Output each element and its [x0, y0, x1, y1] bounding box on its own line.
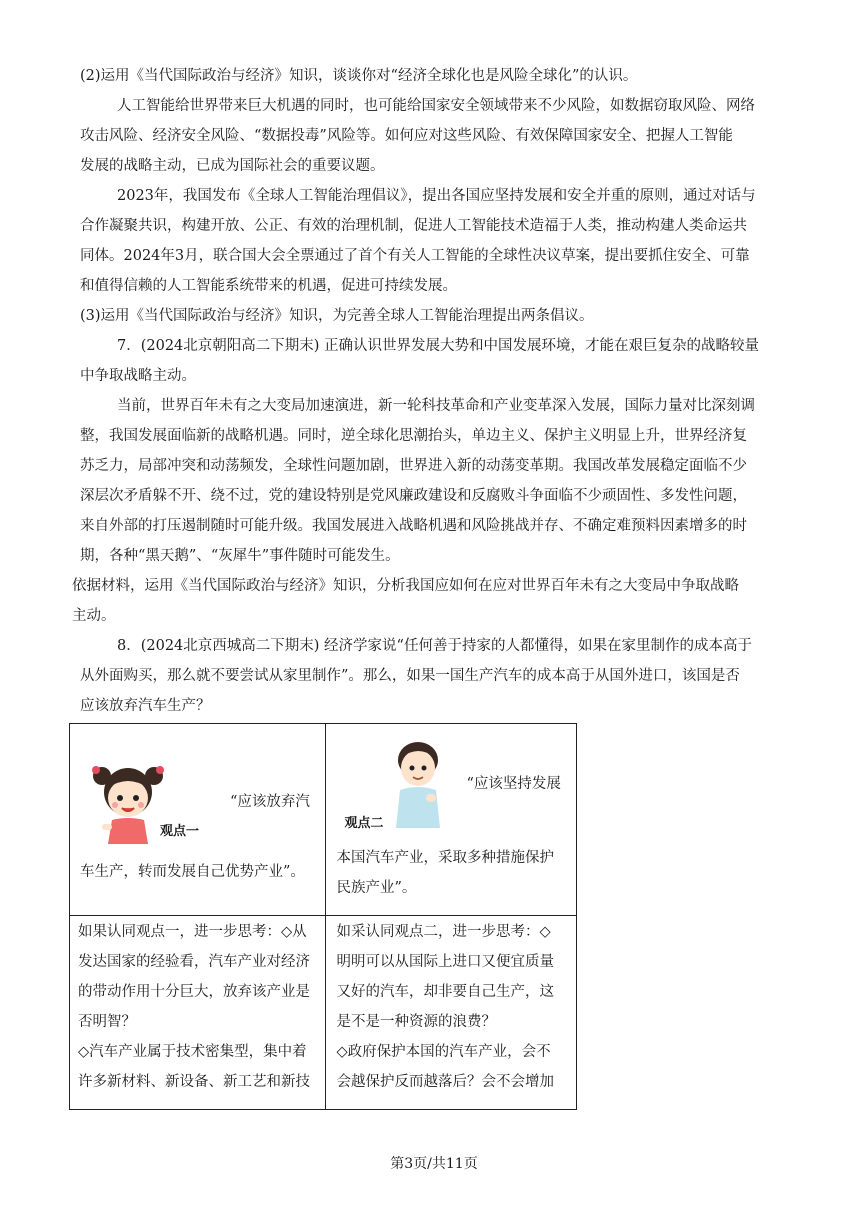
page-number-footer: 第3页/共11页: [390, 1156, 478, 1172]
question-3-prompt: (3)运用《当代国际政治与经济》知识，为完善全球人工智能治理提出两条倡议。: [80, 308, 594, 324]
think-two-line: 是不是一种资源的浪费？: [336, 1014, 496, 1030]
question-7-task: 依据材料，运用《当代国际政治与经济》知识，分析我国应如何在应对世界百年未有之大变局中争取战略: [72, 578, 739, 594]
view-one-cell: [70, 724, 326, 916]
paragraph-3-line: 整，我国发展面临新的战略机遇。同时，逆全球化思潮抬头，单边主义、保护主义明显上升，世界经济复: [80, 428, 747, 444]
paragraph-1-line: 人工智能给世界带来巨大机遇的同时，也可能给国家安全领域带来不少风险，如数据窃取风险、网络: [117, 98, 755, 114]
paragraph-3-line: 来自外部的打压遏制随时可能升级。我国发展进入战略机遇和风险挑战并存、不确定难预料因素增多的时: [80, 518, 747, 534]
think-two-cell: [326, 916, 577, 1110]
paragraph-3-line: 深层次矛盾躲不开、绕不过，党的建设特别是党风廉政建设和反腐败斗争面临不少顽固性、多发性问题，: [80, 488, 747, 504]
think-two-line: 会越保护反而越落后？会不会增加: [336, 1074, 554, 1090]
question-7-task: 主动。: [72, 608, 116, 624]
paragraph-3-line: 当前，世界百年未有之大变局加速演进，新一轮科技革命和产业变革深入发展，国际力量对比深刻调: [117, 398, 755, 414]
think-one-cell: [70, 916, 326, 1110]
paragraph-2-line: 合作凝聚共识，构建开放、公正、有效的治理机制，促进人工智能技术造福于人类，推动构建人类命运共: [80, 218, 747, 234]
paragraph-1-line: 发展的战略主动，已成为国际社会的重要议题。: [80, 158, 385, 174]
view-two-text: “应该坚持发展: [466, 776, 561, 792]
paragraph-3-line: 苏乏力，局部冲突和动荡频发，全球性问题加剧，世界进入新的动荡变革期。我国改革发展稳定面临不少: [80, 458, 747, 474]
think-one-line: 否明智？: [78, 1014, 136, 1030]
paragraph-2-line: 同体。2024年3月，联合国大会全票通过了首个有关人工智能的全球性决议草案，提出要抓住安全、可靠: [80, 248, 750, 264]
paragraph-3-line: 期，各种“黑天鹅”、“灰犀牛”事件随时可能发生。: [80, 548, 400, 564]
think-one-line: 许多新材料、新设备、新工艺和新技: [78, 1074, 310, 1090]
think-two-line: 又好的汽车，却非要自己生产，这: [336, 984, 554, 1000]
think-one-line: ◇汽车产业属于技术密集型，集中着: [78, 1044, 307, 1060]
question-2-prompt: (2)运用《当代国际政治与经济》知识，谈谈你对“经济全球化也是风险全球化”的认识。: [80, 68, 638, 84]
paragraph-2-line: 2023年，我国发布《全球人工智能治理倡议》，提出各国应坚持发展和安全并重的原则，通过对话与: [117, 188, 756, 204]
question-7-stem: 中争取战略主动。: [80, 368, 196, 384]
view-one-text: 车生产，转而发展自己优势产业”。: [80, 864, 305, 880]
think-one-line: 如果认同观点一，进一步思考：◇从: [78, 924, 307, 940]
view-one-text: “应该放弃汽: [230, 794, 310, 810]
paragraph-2-line: 和值得信赖的人工智能系统带来的机遇，促进可持续发展。: [80, 278, 457, 294]
question-7-stem: 7．(2024北京朝阳高二下期末) 正确认识世界发展大势和中国发展环境，才能在艰巨复杂的战略较量: [117, 338, 760, 354]
boy-illustration: [384, 734, 454, 830]
think-two-line: ◇政府保护本国的汽车产业，会不: [336, 1044, 551, 1060]
view-two-cell: [326, 724, 577, 916]
think-two-line: 如采认同观点二，进一步思考：◇: [336, 924, 551, 940]
think-one-line: 的带动作用十分巨大，放弃该产业是: [78, 984, 310, 1000]
paragraph-1-line: 攻击风险、经济安全风险、“数据投毒”风险等。如何应对这些风险、有效保障国家安全、把握人工智能: [80, 128, 733, 144]
think-one-line: 发达国家的经验看，汽车产业对经济: [78, 954, 310, 970]
question-8-stem: 8．(2024北京西城高二下期末) 经济学家说“任何善于持家的人都懂得，如果在家里制作的成本高于: [117, 638, 752, 654]
view-one-label: 观点一: [160, 824, 200, 839]
question-8-stem: 从外面购买，那么就不要尝试从家里制作”。那么，如果一国生产汽车的成本高于从国外进口，该国是否: [80, 668, 740, 684]
view-two-label: 观点二: [344, 816, 384, 831]
question-8-stem: 应该放弃汽车生产？: [80, 698, 211, 714]
view-two-text: 本国汽车产业，采取多种措施保护: [336, 850, 554, 866]
opinions-table: [69, 723, 577, 1110]
think-two-line: 明明可以从国际上进口又便宜质量: [336, 954, 554, 970]
view-two-text: 民族产业”。: [336, 880, 417, 896]
